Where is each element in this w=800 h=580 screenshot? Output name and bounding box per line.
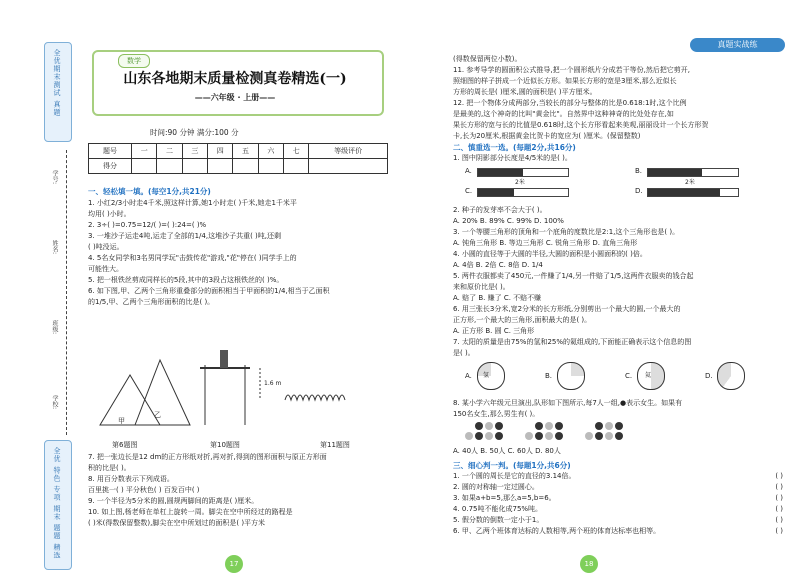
class-label: 班级: bbox=[51, 320, 58, 335]
table-header: 四 bbox=[208, 144, 233, 159]
question-line: 2. 种子的发芽率不会大于( )。 bbox=[453, 206, 547, 214]
option-label: C. bbox=[625, 372, 633, 380]
pie-a bbox=[477, 362, 505, 390]
question-line: 可能性大。 bbox=[88, 265, 123, 273]
student-name-label: 姓名: bbox=[51, 240, 58, 255]
dot bbox=[545, 422, 553, 430]
question-line: A. 20% B. 89% C. 99% D. 100% bbox=[453, 217, 564, 225]
question-line: 是最美的,这个神奇的比叫"黄金比"。自然界中这种神奇的比处处存在,如 bbox=[453, 110, 674, 118]
tf-answer[interactable]: ( ) bbox=[775, 516, 783, 524]
dot bbox=[485, 422, 493, 430]
table-header: 七 bbox=[284, 144, 309, 159]
section-1-questions bbox=[88, 198, 393, 308]
page-title: 山东各地期末质量检测真卷精选(一) bbox=[123, 71, 347, 87]
spring-figure bbox=[285, 395, 345, 400]
question-line: 正方形,一个最大的三角形,面积最大的是( )。 bbox=[453, 316, 592, 324]
dot bbox=[535, 432, 543, 440]
height-label: 1.6 m bbox=[264, 380, 282, 387]
dot bbox=[475, 422, 483, 430]
option-label: D. bbox=[705, 372, 713, 380]
tf-text: 6. 甲、乙两个班体育达标的人数相等,两个班的体育达标率也相等。 bbox=[453, 527, 661, 535]
dot bbox=[555, 422, 563, 430]
score-cell[interactable] bbox=[284, 159, 309, 174]
question-line: 均用( )小时。 bbox=[88, 210, 131, 218]
question-line: 9. 一个半径为5分米的圆,圆规两脚间的距离是( )厘米。 bbox=[88, 497, 259, 505]
bar-a bbox=[477, 168, 569, 177]
bar-b bbox=[647, 168, 739, 177]
dot bbox=[495, 432, 503, 440]
question-line: A. 正方形 B. 圆 C. 三角形 bbox=[453, 327, 535, 335]
dot bbox=[615, 422, 623, 430]
option-label: A. bbox=[465, 372, 472, 380]
triangle-figure bbox=[100, 360, 190, 425]
pie-b bbox=[557, 362, 585, 390]
question-line: A. 钝角三角形 B. 等边三角形 C. 锐角三角形 D. 直角三角形 bbox=[453, 239, 638, 247]
tf-text: 5. 假分数的倒数一定小于1。 bbox=[453, 516, 544, 524]
question-line: 150名女生,那么男生有( )。 bbox=[453, 410, 540, 418]
dot bbox=[495, 422, 503, 430]
dot bbox=[525, 432, 533, 440]
question-line: A. 赔了 B. 赚了 C. 不赔不赚 bbox=[453, 294, 542, 302]
dot bbox=[615, 432, 623, 440]
dot bbox=[605, 432, 613, 440]
section-1-questions-cont bbox=[88, 452, 393, 529]
brand-banner: 真题实战练 bbox=[690, 38, 785, 52]
table-header: 等级评价 bbox=[309, 144, 388, 159]
tf-row bbox=[453, 493, 783, 504]
tri-label-yi: 乙 bbox=[154, 411, 161, 419]
tf-row bbox=[453, 515, 783, 526]
tf-answer[interactable]: ( ) bbox=[775, 472, 783, 480]
page-number-right: 18 bbox=[580, 555, 598, 573]
score-cell[interactable] bbox=[182, 159, 207, 174]
question-line: 来和原价比是( )。 bbox=[453, 283, 510, 291]
question-line: 7. 把一张边长是12 dm的正方形纸对折,再对折,得到的图形面积与原正方形面 bbox=[88, 453, 327, 461]
question-line: (得数保留两位小数)。 bbox=[453, 55, 522, 63]
question-line: 3. 一个等腰三角形的顶角和一个底角的度数比是2:1,这个三角形也是( )。 bbox=[453, 228, 680, 236]
table-header: 三 bbox=[182, 144, 207, 159]
table-header: 一 bbox=[132, 144, 157, 159]
question-line: 3. 一堆沙子运走4吨,运走了全部的1/4,这堆沙子共重( )吨,还剩 bbox=[88, 232, 281, 240]
pie-word: 氦 bbox=[645, 372, 652, 379]
bar-label: 2米 bbox=[685, 179, 695, 186]
dot bbox=[535, 422, 543, 430]
mc-questions-2 bbox=[453, 398, 785, 420]
question-line: 8. 用百分数表示下列成语。 bbox=[88, 475, 174, 483]
student-id-label: 学号: bbox=[51, 170, 58, 185]
table-header: 二 bbox=[157, 144, 182, 159]
dot bbox=[555, 432, 563, 440]
bar-d bbox=[647, 188, 739, 197]
dot-pattern bbox=[465, 422, 675, 442]
dot bbox=[605, 422, 613, 430]
question-line: 5. 把一根铁丝剪成同样长的5段,其中的3段占这根铁丝的( )%。 bbox=[88, 276, 284, 284]
fold-line bbox=[66, 150, 67, 435]
option-label: B. bbox=[635, 167, 643, 175]
question-line: 1. 图中阴影部分长度是4/5米的是( )。 bbox=[453, 154, 572, 162]
dot bbox=[465, 432, 473, 440]
tf-answer[interactable]: ( ) bbox=[775, 483, 783, 491]
pie-d bbox=[717, 362, 745, 390]
gymnast-figure bbox=[200, 350, 260, 425]
tf-text: 1. 一个圆的周长是它的直径的3.14倍。 bbox=[453, 472, 576, 480]
tf-row bbox=[453, 471, 783, 482]
dot bbox=[595, 432, 603, 440]
figures-strip bbox=[95, 340, 395, 440]
question-line: 卡,长为20厘米,根据黄金比贺卡的宽应为( )厘米。(保留整数) bbox=[453, 132, 641, 140]
pie-options bbox=[465, 362, 785, 394]
dot bbox=[475, 432, 483, 440]
option-label: D. bbox=[635, 187, 643, 195]
dot bbox=[595, 422, 603, 430]
tf-row bbox=[453, 504, 783, 515]
question-line: 10. 如上图,杨老师在单杠上旋转一周。脚尖在空中所经过的路程是 bbox=[88, 508, 293, 516]
score-cell[interactable] bbox=[309, 159, 388, 174]
question-line: 果长方形的宽与长的比值是0.618时,这个长方形看起来美观,丽丽设计一个长方形贺 bbox=[453, 121, 709, 129]
score-cell[interactable] bbox=[157, 159, 182, 174]
tf-questions bbox=[453, 471, 783, 537]
question-line: 8. 某小学六年级元旦演出,队形如下图所示,每7人一组,●表示女生。如果有 bbox=[453, 399, 683, 407]
score-cell[interactable] bbox=[208, 159, 233, 174]
question-line: 6. 用三张长3分米,宽2分米的长方形纸,分别剪出一个最大的圆,一个最大的 bbox=[453, 305, 681, 313]
tf-text: 3. 如果a+b=5,那么a=5,b=6。 bbox=[453, 494, 556, 502]
question-line: A. 40人 B. 50人 C. 60人 D. 80人 bbox=[453, 447, 561, 455]
option-label: B. bbox=[545, 372, 553, 380]
question-line: A. 4倍 B. 2倍 C. 8倍 D. 1/4 bbox=[453, 261, 543, 269]
question-line: 6. 如下图,甲、乙两个三角形重叠部分的面积相当于甲面积的1/4,相当于乙面积 bbox=[88, 287, 330, 295]
score-cell[interactable] bbox=[132, 159, 157, 174]
section-3-heading: 三、细心判一判。(每题1分,共6分) bbox=[453, 461, 571, 470]
section-1-heading: 一、轻松填一填。(每空1分,共21分) bbox=[88, 187, 211, 196]
question-line: 1. 小红2/3小时走4千米,照这样计算,她1小时走( )千米,她走1千米平 bbox=[88, 199, 297, 207]
mc-questions bbox=[453, 205, 785, 359]
tri-label-jia: 甲 bbox=[118, 417, 125, 425]
tf-text: 2. 圆的对称轴一定过圆心。 bbox=[453, 483, 539, 491]
page-number-left: 17 bbox=[225, 555, 243, 573]
section-2-heading: 二、慎重选一选。(每题2分,共16分) bbox=[453, 143, 576, 152]
exam-meta: 时间:90 分钟 满分:100 分 bbox=[150, 128, 239, 137]
question-line: 5. 两件衣服都卖了450元,一件赚了1/4,另一件赔了1/5,这两件衣服卖的钱合起 bbox=[453, 272, 694, 280]
score-cell[interactable] bbox=[233, 159, 258, 174]
right-top-questions bbox=[453, 54, 785, 142]
tf-row bbox=[453, 526, 783, 537]
fig6-caption: 第6题图 bbox=[112, 441, 138, 449]
fig11-caption: 第11题图 bbox=[320, 441, 350, 449]
option-label: C. bbox=[465, 187, 473, 195]
grade-subtitle: ——六年级 · 上册—— bbox=[194, 93, 276, 102]
sidebar-bottom-banner bbox=[44, 440, 72, 570]
score-row-label: 得分 bbox=[89, 159, 132, 174]
table-header: 六 bbox=[258, 144, 283, 159]
tf-row bbox=[453, 482, 783, 493]
question-line: 方形的周长是( )厘米,圆的面积是( )平方厘米。 bbox=[453, 88, 597, 96]
dot bbox=[485, 432, 493, 440]
question-line: 4. 小圆的直径等于大圆的半径,大圆的面积是小圆面积的( )倍。 bbox=[453, 250, 647, 258]
school-label: 学校: bbox=[51, 395, 58, 410]
tf-answer[interactable]: ( ) bbox=[775, 527, 783, 535]
table-row bbox=[89, 159, 388, 174]
question-line: 12. 把一个物体分成两部分,当较长的部分与整体的比是0.618:1时,这个比例 bbox=[453, 99, 687, 107]
question-line: ( )米(得数保留整数),脚尖在空中所划过的面积是( )平方米 bbox=[88, 519, 266, 527]
dot bbox=[585, 432, 593, 440]
question-line: 是( )。 bbox=[453, 349, 475, 357]
score-table bbox=[88, 143, 388, 174]
bar-label: 2米 bbox=[515, 179, 525, 186]
sidebar-bottom-text: 全优 特色 专项 期末 题题 精选 bbox=[53, 447, 61, 560]
question-line: 照细图的样子拼成一个近似长方形。如果长方形的宽是3厘米,那么近似长 bbox=[453, 77, 677, 85]
dot bbox=[545, 432, 553, 440]
tf-answer[interactable]: ( ) bbox=[775, 494, 783, 502]
question-line: 2. 3÷( )=0.75=12/( )=( ):24=( )% bbox=[88, 221, 207, 229]
sidebar-top-banner bbox=[44, 42, 72, 142]
question-line: 11. 参考导学的圆面积公式推导,把一个圆形纸片分成若干等份,然后把它剪开, bbox=[453, 66, 691, 74]
sidebar-top-text: 全优期末测试 真题 bbox=[53, 49, 61, 117]
question-line: 4. 5名女同学和3名男同学玩"击鼓传花"游戏,"花"停在( )同学手上的 bbox=[88, 254, 297, 262]
bar-c bbox=[477, 188, 569, 197]
option-label: A. bbox=[465, 167, 472, 175]
question-line: 积的比是( )。 bbox=[88, 464, 131, 472]
fig10-caption: 第10题图 bbox=[210, 441, 240, 449]
question-line: 的1/5,甲、乙两个三角形面积的比是( )。 bbox=[88, 298, 215, 306]
tf-answer[interactable]: ( ) bbox=[775, 505, 783, 513]
table-row bbox=[89, 144, 388, 159]
question-line: 百里挑一( ) 平分秋色( ) 百发百中( ) bbox=[88, 486, 200, 494]
q1-options bbox=[465, 167, 785, 197]
pie-word: 氢 bbox=[483, 372, 490, 379]
table-header: 五 bbox=[233, 144, 258, 159]
subject-tag: 数学 bbox=[118, 54, 150, 68]
table-header: 题号 bbox=[89, 144, 132, 159]
tf-text: 4. 0.75吨不能化成75%吨。 bbox=[453, 505, 543, 513]
score-cell[interactable] bbox=[258, 159, 283, 174]
question-line: ( )吨没运。 bbox=[88, 243, 124, 251]
question-line: 7. 太阳的质量是由75%的氢和25%的氦组成的,下面能正确表示这个信息的图 bbox=[453, 338, 692, 346]
